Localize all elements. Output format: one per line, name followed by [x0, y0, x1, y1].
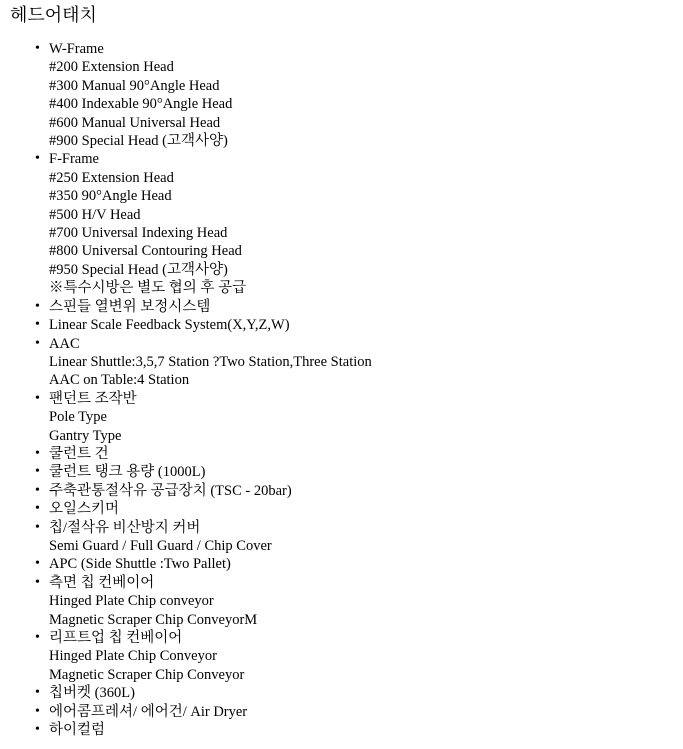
list-item: [49, 40, 683, 150]
item-heading: • Linear Scale Feedback System(X,Y,Z,W): [49, 317, 290, 334]
item-heading: • 쿨런트 건: [49, 445, 109, 462]
item-heading: • 에어콤프레셔/ 에어건/ Air Dryer: [49, 703, 248, 720]
item-detail: Magnetic Scraper Chip ConveyorM: [49, 611, 258, 628]
item-heading: • 측면 칩 컨베이어: [49, 574, 155, 591]
item-detail: #950 Special Head (고객사양): [49, 261, 228, 278]
item-detail: Hinged Plate Chip conveyor: [49, 593, 214, 610]
item-heading: • W-Frame: [49, 41, 104, 57]
item-detail: ※특수시방은 별도 협의 후 공급: [49, 280, 247, 297]
list-item: [49, 150, 683, 297]
list-item: [49, 335, 683, 390]
item-detail: Gantry Type: [49, 427, 122, 444]
list-item: [49, 500, 683, 518]
item-heading: • 칩/절삭유 비산방지 커버: [49, 519, 201, 536]
list-item: [49, 629, 683, 684]
item-detail: #300 Manual 90°Angle Head: [49, 77, 220, 94]
list-item: [49, 390, 683, 445]
list-item: [49, 316, 683, 334]
item-heading: • 리프트업 칩 컨베이어: [49, 630, 183, 646]
item-detail: #800 Universal Contouring Head: [49, 243, 242, 260]
list-item: [49, 463, 683, 481]
item-heading: • AAC: [49, 335, 80, 352]
list-item: [49, 684, 683, 702]
item-detail: Magnetic Scraper Chip Conveyor: [49, 666, 245, 683]
list-item: [49, 445, 683, 463]
item-heading: • 칩버켓 (360L): [49, 685, 135, 702]
item-detail: AAC on Table:4 Station: [49, 372, 190, 389]
item-heading: • 팬던트 조작반: [49, 390, 137, 407]
page-title: 헤드어태치: [10, 5, 97, 26]
item-detail: Semi Guard / Full Guard / Chip Cover: [49, 537, 272, 554]
item-heading: • 주축관통절삭유 공급장치 (TSC - 20bar): [49, 482, 292, 499]
item-detail: #400 Indexable 90°Angle Head: [49, 96, 233, 113]
list-item: [49, 703, 683, 721]
item-detail: #600 Manual Universal Head: [49, 114, 221, 131]
item-heading: • APC (Side Shuttle :Two Pallet): [49, 556, 231, 573]
item-detail: #700 Universal Indexing Head: [49, 225, 228, 242]
item-detail: Linear Shuttle:3,5,7 Station ?Two Station,Three Station: [49, 353, 372, 370]
list-item: [49, 721, 683, 739]
item-detail: #350 90°Angle Head: [49, 188, 172, 205]
item-heading: • 하이컬럼: [49, 722, 106, 739]
item-detail: Pole Type: [49, 409, 107, 426]
item-heading: • 쿨런트 탱크 용량 (1000L): [49, 464, 206, 481]
option-list: [10, 40, 683, 739]
list-item: [49, 519, 683, 556]
item-heading: • 스핀들 열변위 보정시스템: [49, 298, 211, 315]
list-item: [49, 298, 683, 316]
item-detail: Hinged Plate Chip Conveyor: [49, 648, 217, 665]
item-heading: • 오일스키머: [49, 501, 120, 518]
item-detail: #200 Extension Head: [49, 59, 174, 76]
item-detail: #900 Special Head (고객사양): [49, 133, 228, 150]
item-detail: #500 H/V Head: [49, 206, 141, 223]
list-item: [49, 574, 683, 629]
item-heading: • F-Frame: [49, 151, 99, 168]
item-detail: #250 Extension Head: [49, 169, 174, 186]
list-item: [49, 482, 683, 500]
list-item: [49, 555, 683, 573]
